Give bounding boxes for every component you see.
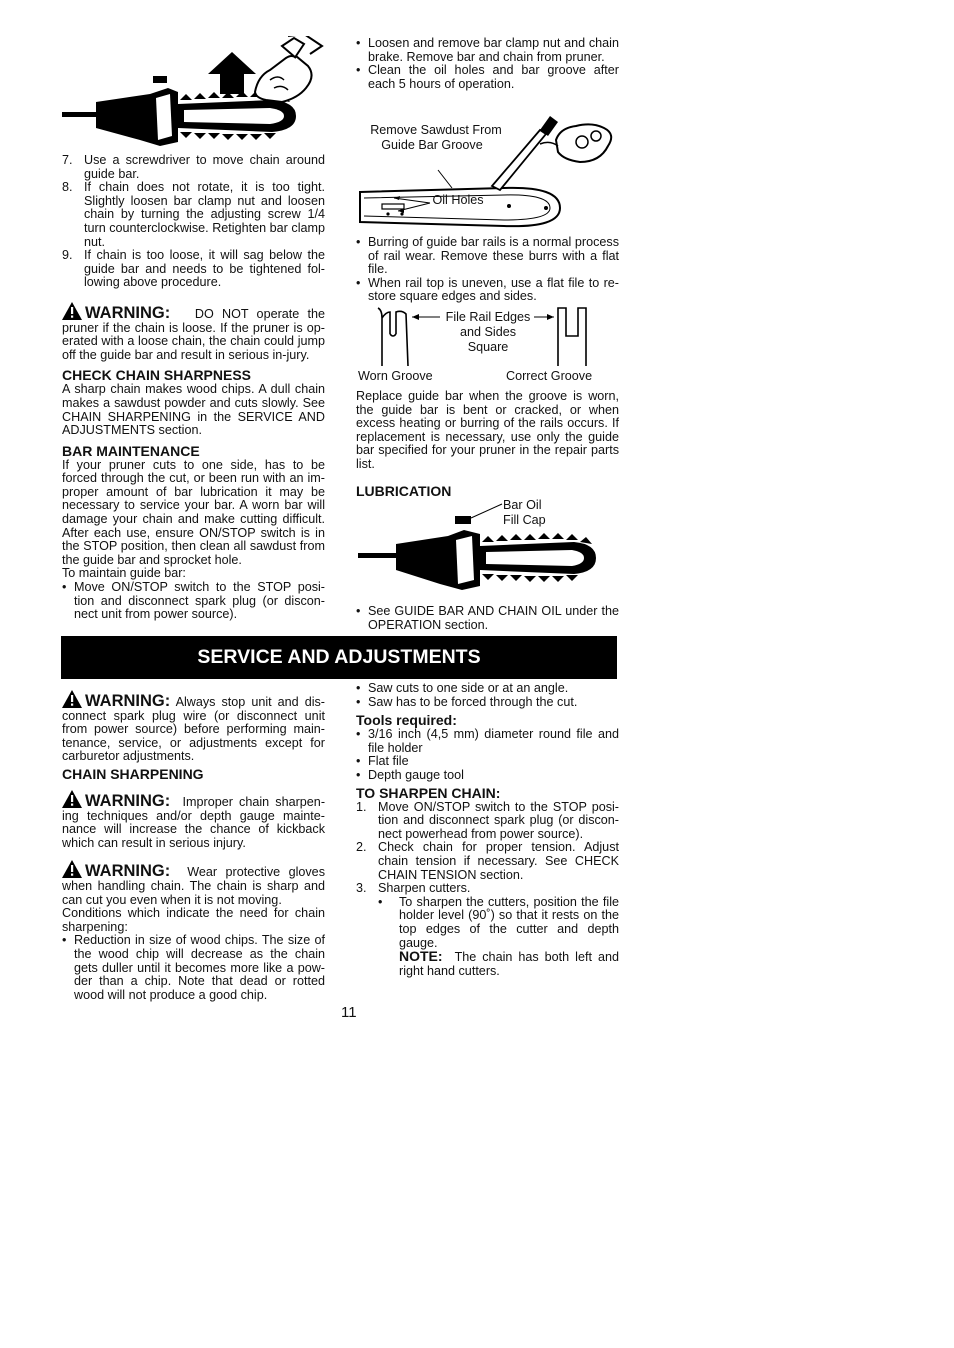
figure-label-oil-holes: Oil Holes	[432, 193, 484, 207]
note: NOTE: The chain has both left and right hand cutters.	[399, 948, 619, 978]
warning-icon	[62, 790, 82, 808]
list-item: • Clean the oil holes and bar groove after each 5 hours of operation.	[356, 63, 619, 91]
step-item: 8. If chain does not rotate, it is too tight. Slightly loosen bar clamp nut and loosen chain by turning the adjusting screw 1/4 turn counterclockwise. Retighten bar clamp nut.	[62, 180, 325, 249]
figure-label-guide-bar-groove: Guide Bar Groove	[381, 138, 483, 152]
pruner-chain-adjust-illustration	[60, 36, 330, 154]
warning-stop-unit: WARNING: Always stop unit and dis-connect spark plug wire (or disconnect unit from power source) before performing main-tenance, service, or adjustments except for carburetor adjustments.	[62, 692, 325, 764]
conditions-text: Conditions which indicate the need for chain sharpening:	[62, 906, 325, 934]
list-item: • See GUIDE BAR AND CHAIN OIL under the OPERATION section.	[356, 604, 619, 632]
chain-sharpening-heading: CHAIN SHARPENING	[62, 765, 204, 782]
list-item: • Saw has to be forced through the cut.	[356, 694, 578, 709]
figure-label-square: Square	[467, 340, 509, 354]
step-item: 7. Use a screwdriver to move chain around guide bar.	[62, 153, 325, 181]
list-item: • When rail top is uneven, use a flat file to re-store square edges and sides.	[356, 275, 619, 304]
guide-bar-cleaning-illustration	[354, 112, 624, 232]
step-item: 2. Check chain for proper tension. Adjust chain tension if necessary. See CHECK CHAIN TENSION section.	[356, 840, 619, 882]
figure-label-worn-groove: Worn Groove	[358, 369, 433, 383]
figure-label-remove-sawdust: Remove Sawdust From	[370, 123, 502, 137]
list-item: • Flat file	[356, 754, 409, 769]
maintain-guide-bar-intro: To maintain guide bar:	[62, 566, 186, 581]
warning-icon	[62, 690, 82, 708]
list-item: • Depth gauge tool	[356, 767, 464, 782]
list-item: • 3/16 inch (4,5 mm) diameter round file and file holder	[356, 727, 619, 755]
list-item: • Burring of guide bar rails is a normal process of rail wear. Remove these burrs with a flat file.	[356, 235, 619, 277]
warning-loose-chain: WARNING: DO NOT operate the pruner if the chain is loose. If the pruner is op-erated with a loose chain, the chain could jump off the guide bar and result in serious in-jury.	[62, 303, 325, 362]
warning-icon	[62, 860, 82, 878]
lubrication-heading: LUBRICATION	[356, 482, 452, 499]
warning-improper-sharpening: WARNING: Improper chain sharpen-ing techniques and/or depth gauge mainte-nance will increase the chance of kickback which can result in serious injury.	[62, 791, 326, 850]
warning-protective-gloves: WARNING: Wear protective gloves when handling chain. The chain is sharp and can cut you even when it is not moving.	[62, 862, 325, 907]
to-sharpen-chain-heading: TO SHARPEN CHAIN:	[356, 784, 501, 801]
page-number: 11	[341, 1004, 357, 1021]
check-chain-sharpness-heading: CHECK CHAIN SHARPNESS	[62, 367, 252, 384]
list-item: • Saw cuts to one side or at an angle.	[356, 681, 569, 695]
list-item: • To sharpen the cutters, position the file holder level (90˚) so that it rests on the top edges of the cutter and depth gauge.	[378, 894, 619, 950]
step-item: 3. Sharpen cutters.	[356, 881, 471, 896]
step-item: 9. If chain is too loose, it will sag below the guide bar and needs to be tightened fol-lowing above procedure.	[62, 248, 325, 290]
replace-guide-bar-text: Replace guide bar when the groove is worn, the guide bar is bent or cracked, or when excess heating or burring of the rails occurs. If replacement is necessary, use only the guide bar specified for your pruner in the repair parts list.	[356, 389, 619, 471]
tools-required-heading: Tools required:	[356, 712, 457, 729]
figure-label-file-rail-edges: File Rail Edges	[445, 310, 531, 324]
section-banner: SERVICE AND ADJUSTMENTS	[61, 636, 617, 679]
figure-label-correct-groove: Correct Groove	[506, 369, 593, 383]
bar-maintenance-heading: BAR MAINTENANCE	[62, 442, 200, 459]
list-item: • Loosen and remove bar clamp nut and chain brake. Remove bar and chain from pruner.	[356, 36, 619, 64]
list-item: • Move ON/STOP switch to the STOP posi-tion and disconnect spark plug (or discon-nect unit from power source).	[62, 580, 325, 622]
check-chain-sharpness-text: A sharp chain makes wood chips. A dull chain makes a sawdust powder and cuts slowly. See CHAIN SHARPENING in the SERVICE AND ADJUSTMENTS section.	[62, 382, 325, 438]
bar-maintenance-text: If your pruner cuts to one side, has to be forced through the cut, or been run with an im-proper amount of bar lubrication it may be necessary to service your bar. A worn bar will damage your chain and make cutting difficult. After each use, ensure ON/STOP switch is in the STOP position, then clean all sawdust from the guide bar and sprocket hole.	[62, 457, 325, 567]
step-item: 1. Move ON/STOP switch to the STOP posi-tion and disconnect spark plug (or discon-nect powerhead from power source).	[356, 799, 619, 841]
list-item: • Reduction in size of wood chips. The size of the wood chip will decrease as the chain gets duller until it becomes more like a pow-der than a chip. Note that dead or rotted wood will not produce a good chip.	[62, 933, 325, 1002]
figure-label-fill-cap: Fill Cap	[503, 513, 546, 527]
warning-icon	[62, 302, 82, 320]
figure-label-and-sides: and Sides	[459, 325, 516, 339]
lubrication-pruner-illustration	[356, 500, 606, 600]
figure-label-bar-oil: Bar Oil	[503, 498, 542, 512]
